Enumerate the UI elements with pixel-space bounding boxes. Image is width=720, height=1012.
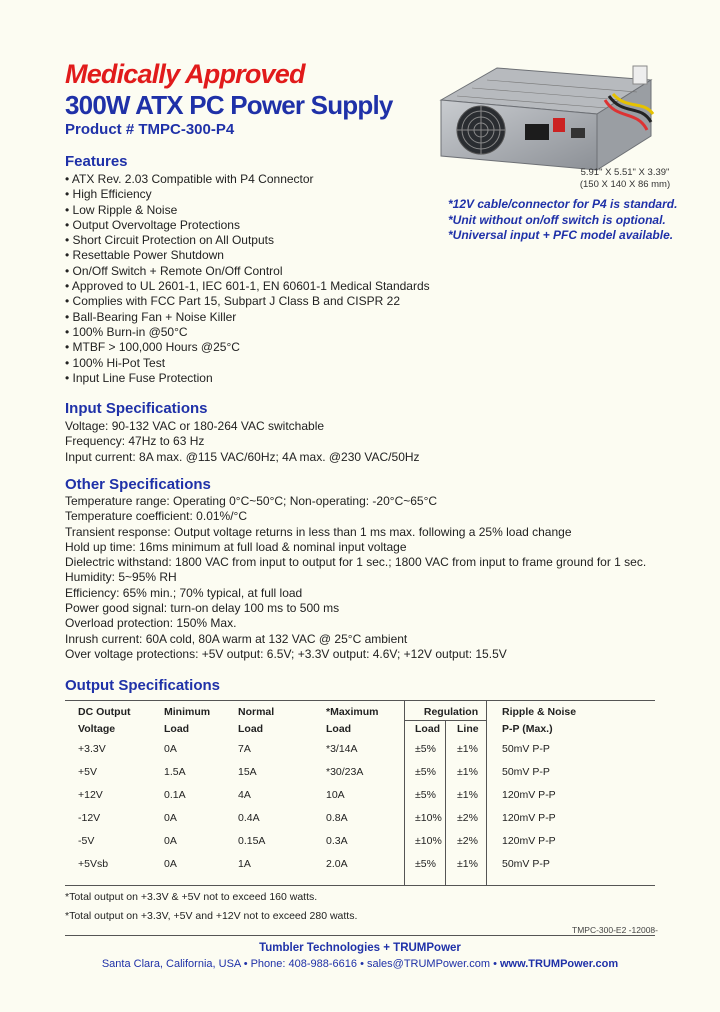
table-cell: 120mV P-P <box>502 788 556 801</box>
table-bottom-rule <box>65 885 655 886</box>
table-cell: -5V <box>78 834 95 847</box>
table-cell: ±5% <box>415 857 436 870</box>
table-cell: ±1% <box>457 857 478 870</box>
spec-line: Temperature range: Operating 0°C~50°C; Non-operating: -20°C~65°C <box>65 494 438 508</box>
spec-line: Temperature coefficient: 0.01%/°C <box>65 509 248 524</box>
table-row <box>78 806 592 829</box>
table-cell: +12V <box>78 788 103 801</box>
table-cell: 0.15A <box>238 834 266 847</box>
feature-item: • High Efficiency <box>65 187 152 202</box>
table-cell: -12V <box>78 811 101 824</box>
table-cell: 120mV P-P <box>502 811 556 824</box>
spec-line: Voltage: 90-132 VAC or 180-264 VAC switchable <box>65 419 325 433</box>
table-cell: 120mV P-P <box>502 834 556 847</box>
spec-line: Efficiency: 65% min.; 70% typical, at full load <box>65 585 303 600</box>
feature-item: • Approved to UL 2601-1, IEC 601-1, EN 60601-1 Medical Standards <box>65 279 430 294</box>
table-cell: ±1% <box>457 765 478 778</box>
table-cell: ±2% <box>457 811 478 824</box>
other-specs-block <box>65 494 646 662</box>
note-item: *Unit without on/off switch is optional. <box>448 212 666 227</box>
features-list <box>65 172 430 386</box>
notes <box>448 197 677 244</box>
col-header: P-P (Max.) <box>502 722 553 735</box>
feature-item: • Complies with FCC Part 15, Subpart J Class B and CISPR 22 <box>65 294 400 309</box>
table-header-row <box>78 720 592 737</box>
table-top-rule <box>65 700 655 701</box>
table-cell: ±5% <box>415 742 436 755</box>
input-specs-block <box>65 419 420 465</box>
table-row <box>78 783 592 806</box>
website-link[interactable]: www.TRUMPower.com <box>499 958 619 970</box>
col-header: Voltage <box>78 722 116 735</box>
table-cell: 10A <box>326 788 345 801</box>
feature-item: • MTBF > 100,000 Hours @25°C <box>65 340 240 355</box>
dimensions-mm: (150 X 140 X 86 mm) <box>579 178 671 190</box>
dimensions-inches: 5.91" X 5.51" X 3.39" <box>580 167 670 178</box>
power-supply-photo <box>437 60 655 172</box>
table-cell: 0.4A <box>238 811 260 824</box>
footnote: *Total output on +3.3V & +5V not to exceed 160 watts. <box>65 891 318 903</box>
output-specs-heading: Output Specifications <box>65 677 221 694</box>
features-heading: Features <box>65 153 128 170</box>
table-cell: 1A <box>238 857 251 870</box>
feature-item: • ATX Rev. 2.03 Compatible with P4 Connector <box>65 172 314 186</box>
table-cell: 50mV P-P <box>502 857 550 870</box>
document-id: TMPC-300-E2 -12008- <box>572 925 658 935</box>
col-header: DC Output <box>78 705 131 718</box>
col-header: Line <box>457 722 479 735</box>
table-cell: ±2% <box>457 834 478 847</box>
table-cell: 0A <box>164 742 177 755</box>
col-header: Load <box>326 722 352 735</box>
dimensions <box>570 167 680 190</box>
table-cell: 0A <box>164 811 177 824</box>
table-cell: ±1% <box>457 788 478 801</box>
note-item: *12V cable/connector for P4 is standard. <box>448 197 678 211</box>
table-cell: *30/23A <box>326 765 364 778</box>
col-header: Normal <box>238 705 275 718</box>
feature-item: • Input Line Fuse Protection <box>65 370 213 385</box>
table-cell: *3/14A <box>326 742 358 755</box>
table-cell: 15A <box>238 765 257 778</box>
tagline: Medically Approved <box>65 59 305 89</box>
feature-item: • Ball-Bearing Fan + Noise Killer <box>65 309 237 324</box>
input-specs-heading: Input Specifications <box>65 400 208 417</box>
col-header: Load <box>415 722 441 735</box>
page-title: 300W ATX PC Power Supply <box>65 90 393 120</box>
table-header-row <box>78 703 592 720</box>
table-cell: 4A <box>238 788 251 801</box>
feature-item: • 100% Hi-Pot Test <box>65 355 166 370</box>
footer-rule <box>65 935 655 936</box>
table-cell: 0.1A <box>164 788 186 801</box>
other-specs-heading: Other Specifications <box>65 476 211 493</box>
col-header: Load <box>164 722 190 735</box>
feature-item: • Short Circuit Protection on All Outputs <box>65 233 274 248</box>
contact-line <box>0 958 720 970</box>
contact-info: Santa Clara, California, USA • Phone: 408-988-6616 • sales@TRUMPower.com • <box>101 958 500 970</box>
product-number: Product # TMPC-300-P4 <box>65 121 235 138</box>
table-cell: ±1% <box>457 742 478 755</box>
table-cell: 0A <box>164 834 177 847</box>
spec-line: Frequency: 47Hz to 63 Hz <box>65 434 205 449</box>
table-cell: 0A <box>164 857 177 870</box>
table-cell: 1.5A <box>164 765 186 778</box>
table-cell: ±10% <box>415 834 442 847</box>
spec-line: Hold up time: 16ms minimum at full load & nominal input voltage <box>65 539 407 554</box>
table-cell: 50mV P-P <box>502 765 550 778</box>
table-cell: 2.0A <box>326 857 348 870</box>
table-cell: 50mV P-P <box>502 742 550 755</box>
spec-line: Transient response: Output voltage returns in less than 1 ms max. following a 25% load change <box>65 524 572 539</box>
table-row <box>78 737 592 760</box>
table-row <box>78 760 592 783</box>
feature-item: • On/Off Switch + Remote On/Off Control <box>65 263 283 278</box>
spec-line: Over voltage protections: +5V output: 6.5V; +3.3V output: 4.6V; +12V output: 15.5V <box>65 646 507 661</box>
table-row <box>78 852 592 875</box>
table-cell: ±5% <box>415 765 436 778</box>
spec-line: Inrush current: 60A cold, 80A warm at 132 VAC @ 25°C ambient <box>65 631 408 646</box>
spec-line: Dielectric withstand: 1800 VAC from input to output for 1 sec.; 1800 VAC from input to frame ground for 1 sec. <box>65 555 647 570</box>
col-header: Minimum <box>164 705 211 718</box>
company-name: Tumbler Technologies + TRUMPower <box>259 942 461 954</box>
table-cell: ±5% <box>415 788 436 801</box>
spec-line: Input current: 8A max. @115 VAC/60Hz; 4A max. @230 VAC/50Hz <box>65 449 420 464</box>
spec-line: Overload protection: 150% Max. <box>65 616 237 631</box>
table-cell: 0.8A <box>326 811 348 824</box>
footnote: *Total output on +3.3V, +5V and +12V not to exceed 280 watts. <box>65 910 358 922</box>
col-header: Load <box>238 722 264 735</box>
spec-line: Humidity: 5~95% RH <box>65 570 177 585</box>
feature-item: • Low Ripple & Noise <box>65 202 178 217</box>
feature-item: • Resettable Power Shutdown <box>65 248 224 263</box>
feature-item: • 100% Burn-in @50°C <box>65 324 188 339</box>
col-header: Regulation <box>423 705 479 718</box>
table-cell: +5Vsb <box>78 857 109 870</box>
table-cell: ±10% <box>415 811 442 824</box>
table-cell: +5V <box>78 765 97 778</box>
output-specs-table <box>78 703 592 875</box>
table-cell: 0.3A <box>326 834 348 847</box>
table-cell: 7A <box>238 742 251 755</box>
note-item: *Universal input + PFC model available. <box>448 228 674 242</box>
spec-line: Power good signal: turn-on delay 100 ms to 500 ms <box>65 601 340 616</box>
col-header: *Maximum <box>326 705 379 718</box>
col-header: Ripple & Noise <box>502 705 577 718</box>
table-row <box>78 829 592 852</box>
table-cell: +3.3V <box>78 742 106 755</box>
feature-item: • Output Overvoltage Protections <box>65 217 240 232</box>
